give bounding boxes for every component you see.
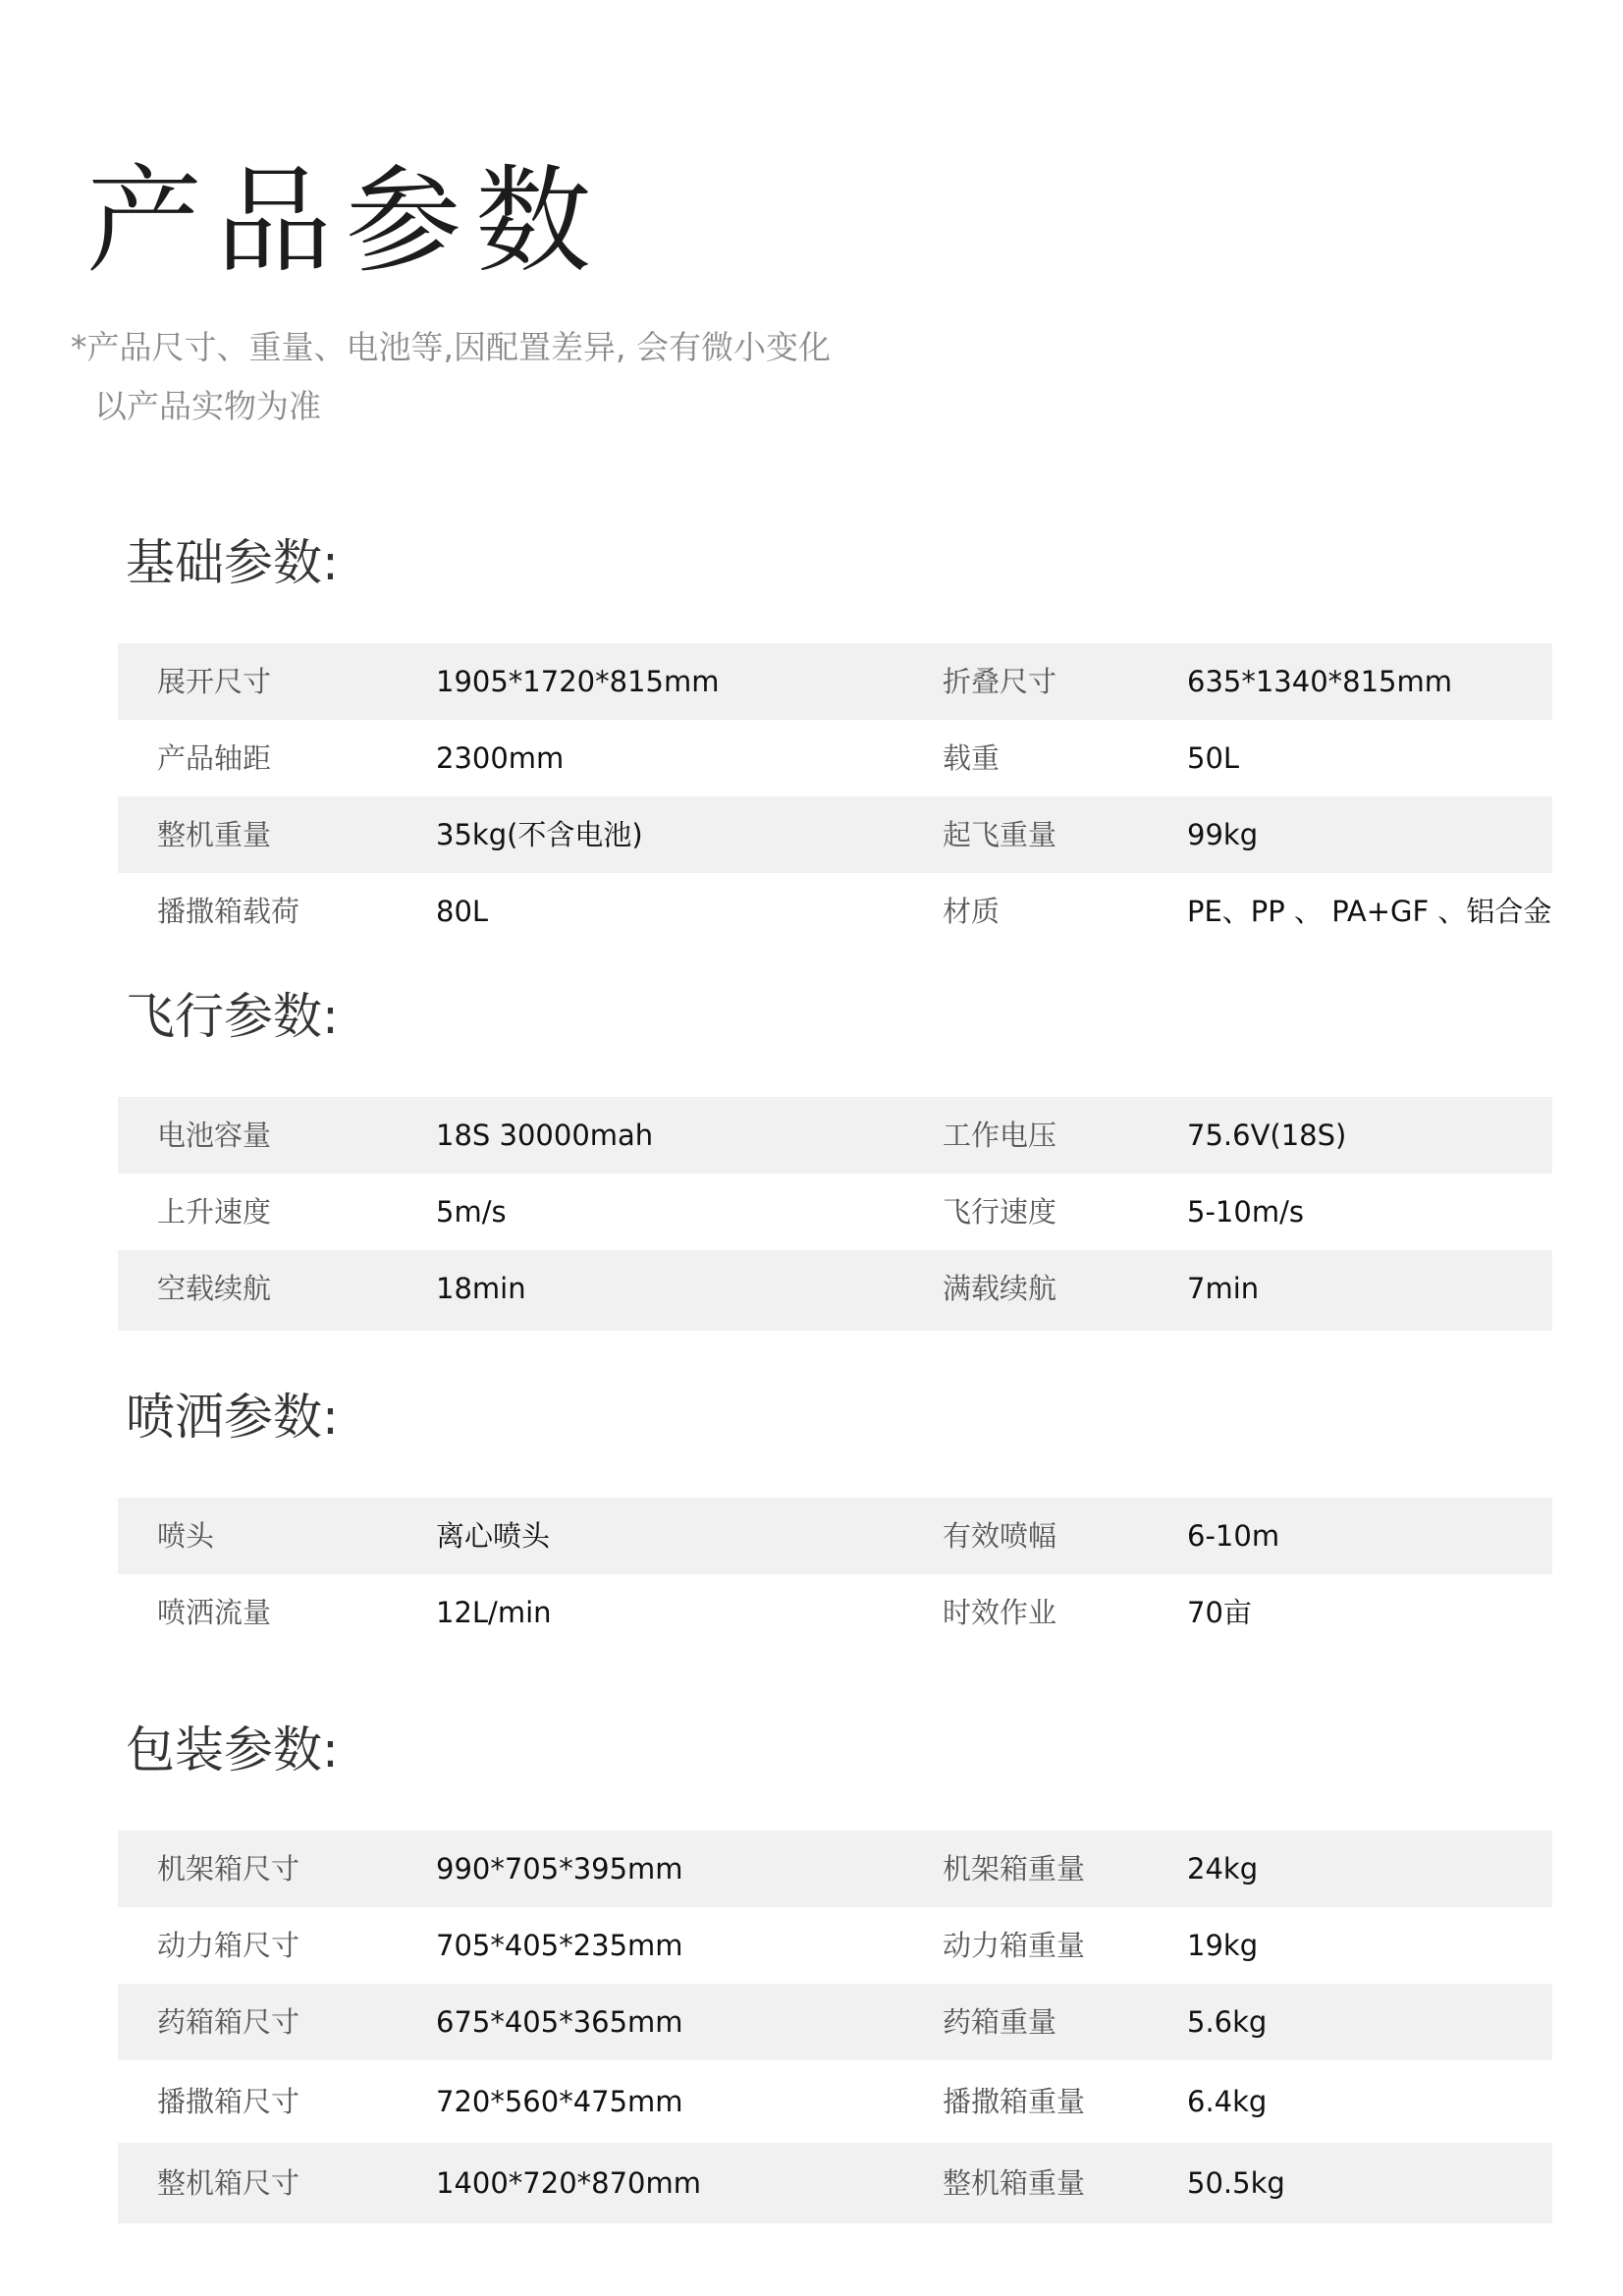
flight-params-table <box>118 1097 1552 1331</box>
param-label: 有效喷幅 <box>943 1519 1057 1553</box>
spray-params-table <box>118 1498 1552 1651</box>
table-row <box>118 720 1552 796</box>
param-value: 18min <box>436 1272 526 1305</box>
param-value: 50L <box>1187 741 1240 775</box>
table-row <box>118 1174 1552 1250</box>
param-label: 时效作业 <box>943 1596 1057 1629</box>
param-label: 空载续航 <box>157 1272 272 1305</box>
page-title: 产品参数 <box>86 153 606 289</box>
param-label: 喷洒流量 <box>157 1596 272 1629</box>
section-heading-basic: 基础参数: <box>126 534 339 591</box>
param-value: 6.4kg <box>1187 2085 1268 2118</box>
param-label: 整机箱尺寸 <box>157 2166 300 2200</box>
table-row <box>118 873 1552 950</box>
table-row <box>118 1831 1552 1907</box>
param-label: 机架箱重量 <box>943 1852 1086 1886</box>
param-label: 飞行速度 <box>943 1195 1057 1229</box>
packaging-params-table <box>118 1831 1552 2223</box>
param-label: 展开尺寸 <box>157 665 272 698</box>
param-label: 整机箱重量 <box>943 2166 1086 2200</box>
param-value: 19kg <box>1187 1929 1259 1962</box>
table-row <box>118 1097 1552 1174</box>
param-label: 机架箱尺寸 <box>157 1852 300 1886</box>
table-row <box>118 1984 1552 2060</box>
table-row <box>118 2060 1552 2143</box>
param-value: 12L/min <box>436 1596 552 1629</box>
param-value: 1905*1720*815mm <box>436 665 720 698</box>
param-value: 99kg <box>1187 818 1259 851</box>
section-heading-packaging: 包装参数: <box>126 1722 339 1778</box>
section-heading-flight: 飞行参数: <box>126 988 339 1045</box>
param-label: 喷头 <box>157 1519 215 1553</box>
param-value: 2300mm <box>436 741 565 775</box>
param-value: 80L <box>436 895 489 928</box>
table-row <box>118 1498 1552 1574</box>
param-value: 24kg <box>1187 1852 1259 1886</box>
param-label: 播撒箱尺寸 <box>157 2085 300 2118</box>
param-value: 6-10m <box>1187 1519 1280 1553</box>
param-value: 1400*720*870mm <box>436 2166 702 2200</box>
param-value: 5.6kg <box>1187 2005 1268 2039</box>
param-label: 动力箱尺寸 <box>157 1929 300 1962</box>
param-label: 整机重量 <box>157 818 272 851</box>
table-row <box>118 1250 1552 1331</box>
param-label: 电池容量 <box>157 1119 272 1152</box>
table-row <box>118 796 1552 873</box>
param-value: 75.6V(18S) <box>1187 1119 1347 1152</box>
param-value: 18S 30000mah <box>436 1119 654 1152</box>
param-label: 动力箱重量 <box>943 1929 1086 1962</box>
param-value: 705*405*235mm <box>436 1929 683 1962</box>
param-label: 播撒箱载荷 <box>157 895 300 928</box>
basic-params-table <box>118 643 1552 950</box>
param-label: 满载续航 <box>943 1272 1057 1305</box>
param-label: 药箱重量 <box>943 2005 1057 2039</box>
param-label: 折叠尺寸 <box>943 665 1057 698</box>
param-label: 药箱箱尺寸 <box>157 2005 300 2039</box>
param-value: 7min <box>1187 1272 1260 1305</box>
table-row <box>118 2143 1552 2223</box>
table-row <box>118 643 1552 720</box>
param-label: 起飞重量 <box>943 818 1057 851</box>
param-label: 材质 <box>943 895 1001 928</box>
param-label: 产品轴距 <box>157 741 272 775</box>
param-value: 675*405*365mm <box>436 2005 683 2039</box>
param-value: PE、PP 、 PA+GF 、铝合金 <box>1187 895 1552 928</box>
param-value: 35kg(不含电池) <box>436 818 643 851</box>
param-label: 工作电压 <box>943 1119 1057 1152</box>
table-row <box>118 1574 1552 1651</box>
table-row <box>118 1907 1552 1984</box>
param-label: 上升速度 <box>157 1195 272 1229</box>
param-value: 离心喷头 <box>436 1519 551 1553</box>
param-value: 50.5kg <box>1187 2166 1285 2200</box>
param-value: 990*705*395mm <box>436 1852 683 1886</box>
param-label: 载重 <box>943 741 1001 775</box>
param-value: 720*560*475mm <box>436 2085 683 2118</box>
param-value: 70亩 <box>1187 1596 1252 1629</box>
param-label: 播撒箱重量 <box>943 2085 1086 2118</box>
disclaimer-note-continued: 以产品实物为准 <box>94 387 321 425</box>
disclaimer-note: *产品尺寸、重量、电池等,因配置差异, 会有微小变化 <box>71 328 831 366</box>
param-value: 5m/s <box>436 1195 507 1229</box>
param-value: 635*1340*815mm <box>1187 665 1453 698</box>
param-value: 5-10m/s <box>1187 1195 1304 1229</box>
section-heading-spray: 喷洒参数: <box>126 1389 339 1446</box>
